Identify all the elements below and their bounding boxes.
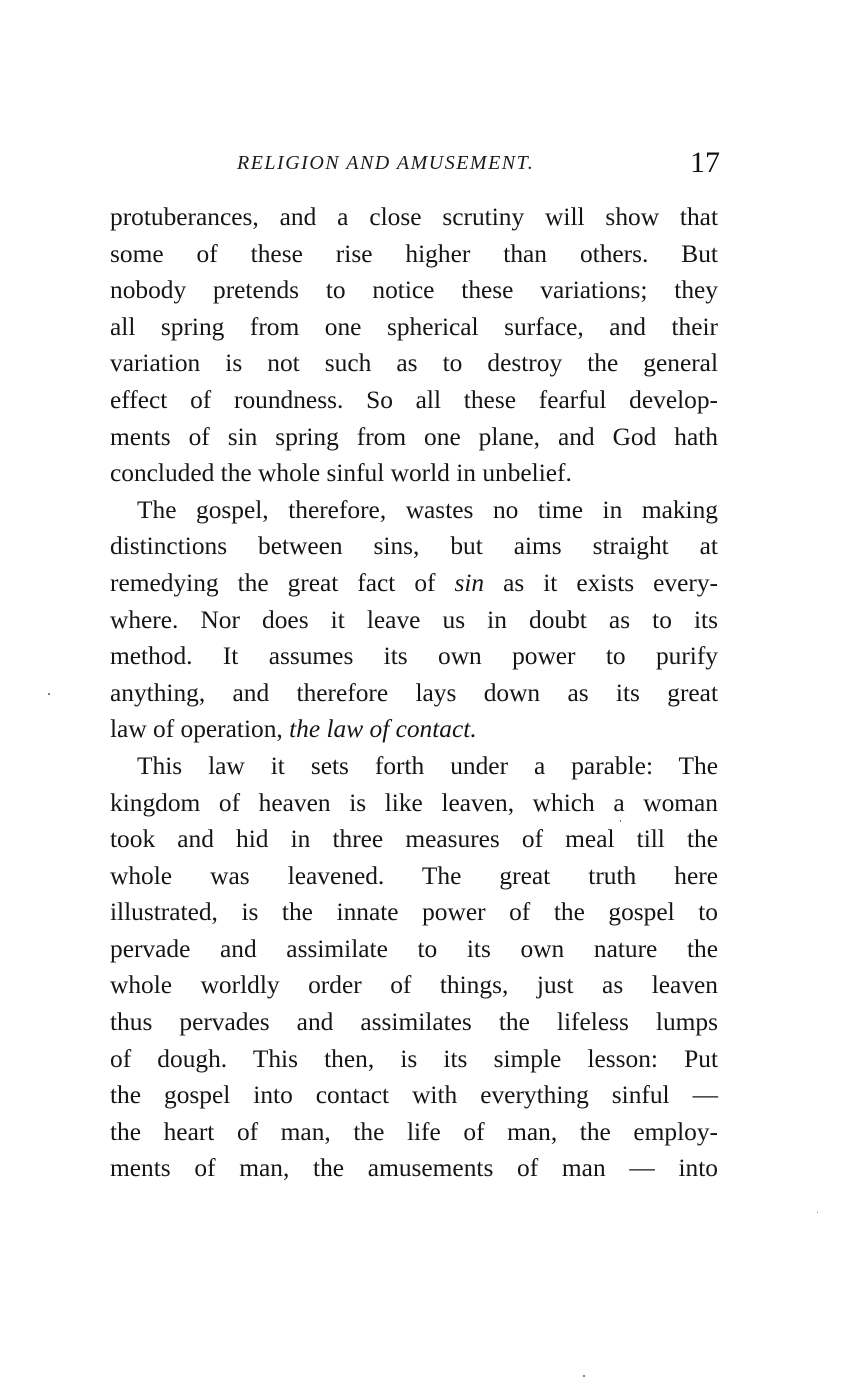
- text-line: distinctions between sins, but aims straight at: [110, 532, 718, 561]
- text-line: where. Nor does it leave us in doubt as to its: [110, 605, 718, 634]
- text-fragment: as it exists every-: [484, 568, 719, 597]
- text-line: of dough. This then, is its simple lesson: Put: [110, 1044, 718, 1073]
- italic-emphasis: sin: [454, 568, 485, 597]
- text-fragment: law of operation,: [110, 715, 290, 744]
- text-line: anything, and therefore lays down as its great: [110, 678, 718, 707]
- text-line: concluded the whole sinful world in unbelief.: [110, 459, 572, 488]
- scan-speck: [817, 1212, 818, 1213]
- text-line: nobody pretends to notice these variations; they: [110, 276, 718, 305]
- scan-speck: [48, 693, 50, 695]
- text-line: illustrated, is the innate power of the gospel to: [110, 898, 718, 927]
- text-fragment: remedying the great fact of: [110, 568, 455, 597]
- running-head: [110, 146, 720, 186]
- text-line: kingdom of heaven is like leaven, which a woman: [110, 788, 718, 817]
- page-number: 17: [690, 146, 720, 179]
- running-head-title: RELIGION AND AMUSEMENT.: [237, 152, 535, 174]
- text-line: [110, 565, 718, 602]
- scan-speck: [583, 1375, 585, 1377]
- text-line: variation is not such as to destroy the general: [110, 349, 718, 378]
- text-line: some of these rise higher than others. But: [110, 239, 718, 268]
- text-line: the heart of man, the life of man, the employ-: [110, 1117, 718, 1146]
- text-line: [110, 711, 718, 748]
- body-text: [110, 199, 718, 1187]
- text-line: whole was leavened. The great truth here: [110, 861, 718, 890]
- text-line: all spring from one spherical surface, and their: [110, 312, 718, 341]
- text-line: whole worldly order of things, just as leaven: [110, 971, 718, 1000]
- text-line: ments of sin spring from one plane, and God hath: [110, 422, 718, 451]
- text-line: effect of roundness. So all these fearful develop-: [110, 385, 718, 414]
- text-line: The gospel, therefore, wastes no time in making: [137, 495, 718, 524]
- scan-speck: [620, 820, 621, 822]
- text-line: method. It assumes its own power to purify: [110, 642, 718, 671]
- text-line: ments of man, the amusements of man — into: [110, 1154, 718, 1183]
- text-line: protuberances, and a close scrutiny will show that: [110, 203, 718, 231]
- text-line: pervade and assimilate to its own nature the: [110, 934, 718, 963]
- text-line: took and hid in three measures of meal till the: [110, 825, 718, 854]
- text-line: This law it sets forth under a parable: The: [137, 751, 718, 780]
- text-line: the gospel into contact with everything sinful —: [110, 1081, 718, 1110]
- text-line: thus pervades and assimilates the lifeless lumps: [110, 1008, 718, 1037]
- italic-emphasis: the law of contact.: [289, 715, 477, 744]
